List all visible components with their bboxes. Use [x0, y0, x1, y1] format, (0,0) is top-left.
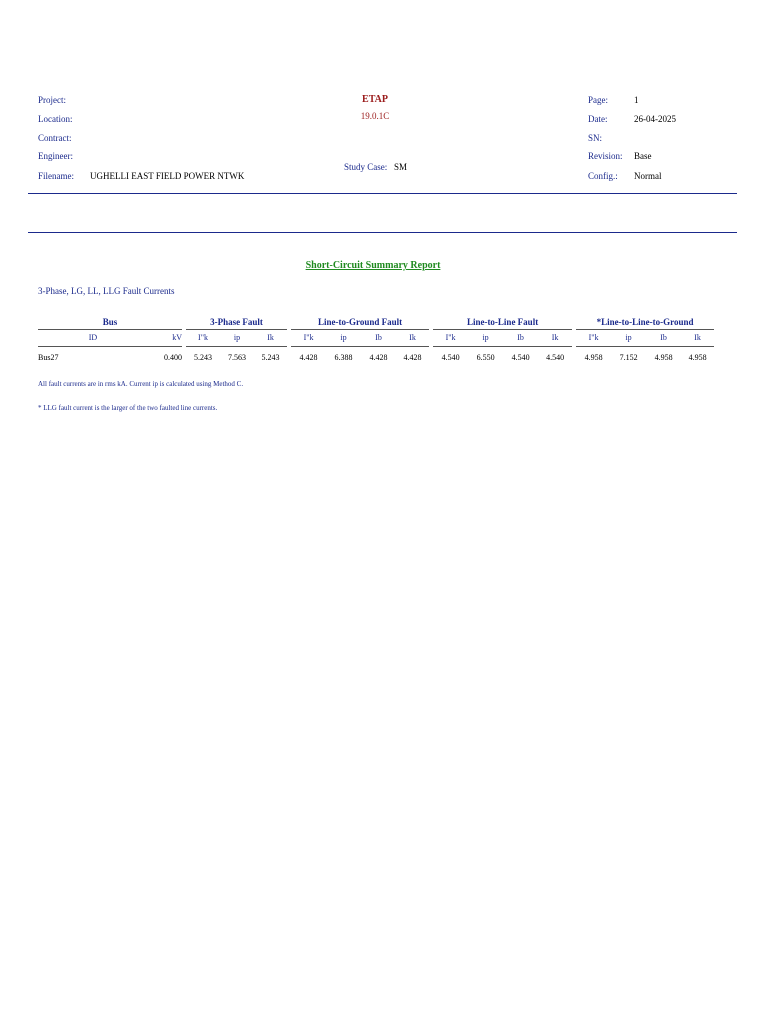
group-line-to-ground-fault: Line-to-Ground Fault	[291, 316, 429, 330]
report-subtitle: 3-Phase, LG, LL, LLG Fault Currents	[38, 286, 175, 296]
table-cell: 4.428	[299, 353, 318, 362]
col-header: Ib	[503, 330, 538, 347]
group-line-to-line-fault: Line-to-Line Fault	[433, 316, 572, 330]
study-case-label: Study Case:	[344, 162, 388, 172]
filename-label: Filename:	[38, 171, 74, 181]
table-cell: 4.540	[546, 353, 565, 362]
group-3-phase-fault: 3-Phase Fault	[186, 316, 287, 330]
engineer-label: Engineer:	[38, 151, 73, 161]
col-header: Ib	[646, 330, 681, 347]
location-label: Location:	[38, 114, 73, 124]
col-header: ip	[611, 330, 646, 347]
table-cell: 4.428	[403, 353, 422, 362]
col-header: I"k	[433, 330, 468, 347]
col-header: Ik	[681, 330, 714, 347]
table-cell: 4.540	[441, 353, 460, 362]
note-llg: * LLG fault current is the larger of the two faulted line currents.	[38, 404, 218, 412]
table-cell: 6.550	[476, 353, 495, 362]
table-cell: 4.958	[654, 353, 673, 362]
col-header: kV	[148, 330, 182, 347]
table-cell: 5.243	[194, 353, 213, 362]
col-header: Ib	[361, 330, 396, 347]
col-header: ip	[326, 330, 361, 347]
table-cell: 5.243	[261, 353, 280, 362]
col-header: ip	[220, 330, 254, 347]
config-label: Config.:	[588, 171, 618, 181]
revision-label: Revision:	[588, 151, 623, 161]
sn-label: SN:	[588, 133, 603, 143]
col-header: I"k	[291, 330, 326, 347]
table-cell: 7.152	[619, 353, 638, 362]
app-name: ETAP	[362, 94, 388, 105]
fault-summary-table	[38, 316, 714, 364]
study-case-value: SM	[394, 162, 408, 172]
col-header: I"k	[576, 330, 611, 347]
table-cell: 4.958	[584, 353, 603, 362]
date-label: Date:	[588, 114, 608, 124]
report-header	[0, 92, 768, 192]
table-cell: 4.540	[511, 353, 530, 362]
date-value: 26-04-2025	[634, 114, 676, 124]
page-value: 1	[634, 95, 639, 105]
col-header: Ik	[538, 330, 572, 347]
app-version: 19.0.1C	[360, 111, 390, 121]
col-header: ip	[468, 330, 503, 347]
table-cell: 4.428	[369, 353, 388, 362]
page-label: Page:	[588, 95, 608, 105]
report-title: Short-Circuit Summary Report	[305, 260, 441, 271]
project-label: Project:	[38, 95, 66, 105]
col-header: I"k	[186, 330, 220, 347]
group-llg-fault: *Line-to-Line-to-Ground	[576, 316, 714, 330]
header-divider-bottom	[28, 232, 737, 233]
col-header: Ik	[254, 330, 287, 347]
table-cell: 7.563	[228, 353, 247, 362]
config-value: Normal	[634, 171, 662, 181]
table-cell: Bus27	[38, 353, 59, 362]
col-header: Ik	[396, 330, 429, 347]
col-header: ID	[38, 330, 148, 347]
filename-value: UGHELLI EAST FIELD POWER NTWK	[90, 171, 245, 181]
table-cell: 6.388	[334, 353, 353, 362]
revision-value: Base	[634, 151, 652, 161]
note-units: All fault currents are in rms kA. Current ip is calculated using Method C.	[38, 380, 244, 388]
group-bus: Bus	[38, 316, 182, 330]
table-cell: 0.400	[164, 353, 183, 362]
contract-label: Contract:	[38, 133, 72, 143]
table-row	[38, 347, 714, 365]
header-divider-top	[28, 193, 737, 194]
table-cell: 4.958	[688, 353, 707, 362]
